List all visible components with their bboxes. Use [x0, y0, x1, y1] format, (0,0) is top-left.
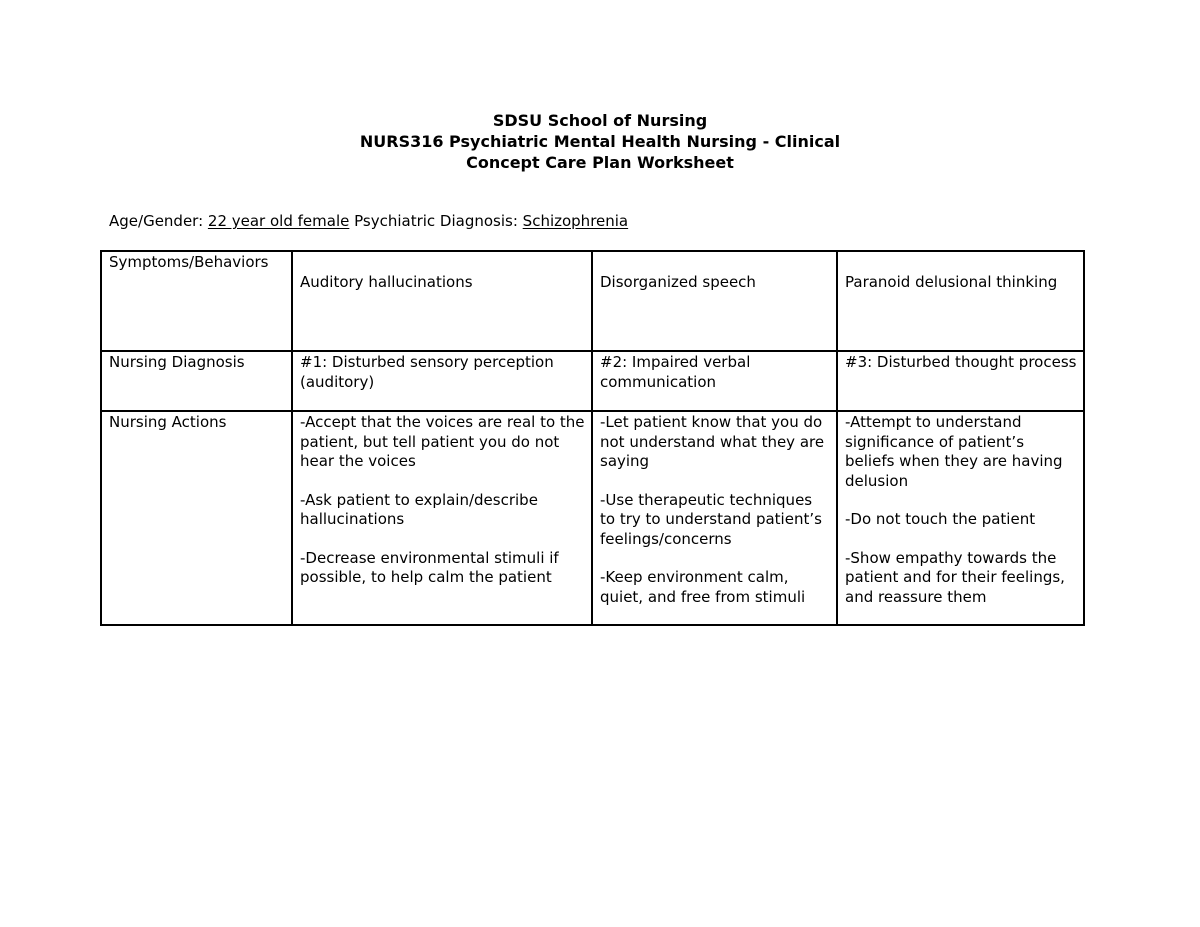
worksheet-title: Concept Care Plan Worksheet: [466, 153, 734, 172]
diagnosis-3: #3: Disturbed thought process: [845, 353, 1077, 371]
action-1-1: -Accept that the voices are real to the patient, but tell patient you do not hear the voices: [300, 413, 585, 470]
symptoms-label: Symptoms/Behaviors: [109, 253, 269, 271]
diagnosis-1: #1: Disturbed sensory perception (auditory): [300, 353, 554, 391]
diagnosis-2: #2: Impaired verbal communication: [600, 353, 751, 391]
nursing-actions-label-cell: [101, 411, 292, 625]
diagnosis-cell: [292, 351, 592, 411]
symptom-cell: [592, 251, 837, 351]
action-3-3: -Show empathy towards the patient and for their feelings, and reassure them: [845, 548, 1065, 606]
symptom-cell: [292, 251, 592, 351]
action-3-2: -Do not touch the patient: [845, 510, 1036, 528]
care-plan-table: [100, 250, 1085, 626]
symptom-cell: [837, 251, 1084, 351]
action-1-2: -Ask patient to explain/describe hallucinations: [300, 490, 538, 528]
nursing-actions-label: Nursing Actions: [109, 413, 227, 431]
course-title: NURS316 Psychiatric Mental Health Nursing - Clinical: [359, 132, 841, 151]
action-2-2: -Use therapeutic techniques to try to understand patient’s feelings/concerns: [600, 490, 822, 548]
actions-cell: [592, 411, 837, 625]
actions-cell: [292, 411, 592, 625]
symptom-1: Auditory hallucinations: [300, 272, 473, 291]
symptoms-row: [101, 251, 1084, 351]
action-1-3: -Decrease environmental stimuli if possible, to help calm the patient: [300, 548, 559, 586]
diagnosis-cell: [837, 351, 1084, 411]
school-title: SDSU School of Nursing: [492, 111, 708, 130]
symptom-3: Paranoid delusional thinking: [845, 272, 1058, 291]
nursing-actions-row: [101, 411, 1084, 625]
action-2-3: -Keep environment calm, quiet, and free from stimuli: [600, 568, 806, 606]
symptoms-label-cell: [101, 251, 292, 351]
diagnosis-value: Schizophrenia: [522, 212, 629, 230]
action-3-1: -Attempt to understand significance of patient’s beliefs when they are having delusion: [845, 413, 1063, 490]
actions-cell: [837, 411, 1084, 625]
nursing-diagnosis-row: [101, 351, 1084, 411]
nursing-diagnosis-label: Nursing Diagnosis: [109, 353, 245, 371]
nursing-diagnosis-label-cell: [101, 351, 292, 411]
patient-info-line: [109, 211, 628, 231]
age-gender-value: 22 year old female: [207, 212, 350, 230]
diagnosis-label: Psychiatric Diagnosis:: [349, 212, 523, 230]
document-header: [0, 110, 1200, 173]
diagnosis-cell: [592, 351, 837, 411]
age-gender-label: Age/Gender:: [109, 212, 208, 230]
action-2-1: -Let patient know that you do not understand what they are saying: [600, 413, 825, 470]
symptom-2: Disorganized speech: [600, 272, 756, 291]
